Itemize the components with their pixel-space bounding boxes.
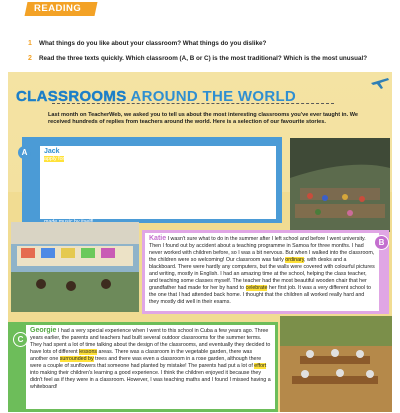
story-text: into making their children's learning a good experience. I think the children enjoyed it because they didn't feel as if they were in a classroom. However, I was teaching maths and I found I missed having a whiteboard! — [30, 370, 271, 390]
story-text: areas. There was a classroom in the vegetable garden, there was another one — [30, 349, 253, 362]
story-author: Jack — [44, 148, 60, 155]
question-text: Read the three texts quickly. Which classroom (A, B or C) is the most traditional? Which is the most unusual? — [39, 55, 368, 62]
question-1 — [28, 40, 386, 48]
highlighted-word: apply for — [44, 156, 65, 162]
story-text-a — [40, 146, 276, 219]
story-text: , with desks and a blackboard. There were hardly any computers, but the walls were covered with colourful pictures and writing, mostly in English. I had an amazing time at the school, helping the class teacher, and teaching some classes myself. The teacher had the most beautiful wooden chair that her grandfather had made for her by hand to — [149, 257, 375, 291]
story-text: her first job. It was a very different school to the one that I had attended back home. I thought that the children all worked really hard and they mostly did well in their exams. — [149, 285, 371, 305]
story-text-c — [26, 325, 275, 409]
story-text: trees and there was even a classroom in a rose garden, although there were a couple of sunflowers that someone had planted by mistake! The parents had put a lot of — [30, 356, 262, 369]
question-text: What things do you like about your classroom? What things do you dislike? — [39, 40, 267, 47]
title-divider — [52, 103, 334, 105]
story-author: Katie — [149, 235, 167, 242]
story-author: Georgie — [30, 327, 57, 334]
story-text-b — [145, 233, 379, 311]
highlighted-word: celebrate — [245, 285, 268, 291]
story-badge-c: C — [13, 332, 28, 347]
story-badge-a: A — [18, 146, 31, 159]
airplane-icon — [370, 74, 390, 90]
outdoor-classroom-photo — [280, 316, 392, 412]
highlighted-word: surrounded by — [59, 356, 94, 362]
article-page — [8, 72, 392, 412]
section-tag-label: READING — [34, 3, 82, 14]
story-text: I wasn't sure what to do in the summer after I left school and before I went university. Then I found out by accident about a teaching programme in Samoa for three months. I had never worked with children before, so I was a bit nervous. But when I walked into the classroom, the children were so welcoming! Our classroom was fairly — [149, 236, 375, 263]
story-text: I had a very special experience when I went to this school in Cuba a few years ago. Three years earlier, the parents and teachers had built several outdoor classrooms for the summer terms. They had spent a lot of time talking about the design of the classrooms, and eventually they decided to have lots of different — [30, 328, 271, 355]
highlighted-word: effort — [254, 363, 267, 369]
question-number: 2 — [28, 55, 32, 62]
highlighted-word: lessons — [79, 349, 98, 355]
story-card-c — [8, 322, 278, 412]
story-text: a school that was far away. However, this place was definitely further than I had imagined, and I never thought that a school classroom could be in a cave! It was a really unusual place to have a school. The families of a Chinese village had built the school, known as Middle Cave Elementary School, in the cave about 50 years before. They had transported the materials for the school furniture up the mountain. It took days, and then they made the tables and chairs by hand. Children came from many different places around the area and walk up a stone path to reach the school every day. I arrived at the school in early April to teach English conversation, and I helped the music teacher. There were always two teachers, which I enjoyed. Having these lessons in a cave was incredible because of the sound produced inside caves. The classroom — [44, 156, 271, 218]
highlighted-word: ordinary — [285, 257, 305, 263]
question-number: 1 — [28, 40, 32, 47]
article-intro: Last month on TeacherWeb, we asked you to tell us about the most interesting classrooms you've ever taught in. We received hundreds of replies from teachers around the world. Here is a selection of our favourite stories. — [48, 112, 358, 126]
cave-classroom-photo — [290, 138, 390, 232]
section-tag — [25, 2, 98, 16]
story-card-b — [142, 230, 389, 314]
story-badge-b: B — [374, 235, 389, 250]
title-part-2: AROUND THE WORLD — [130, 88, 297, 105]
title-part-1: CLASSROOMS — [16, 88, 127, 105]
story-text: When I was looking for somewhere to teach English as a foreign language, I decided to — [61, 149, 266, 155]
story-card-a — [22, 137, 282, 223]
question-2 — [28, 55, 386, 63]
samoa-classroom-photo — [11, 222, 139, 312]
